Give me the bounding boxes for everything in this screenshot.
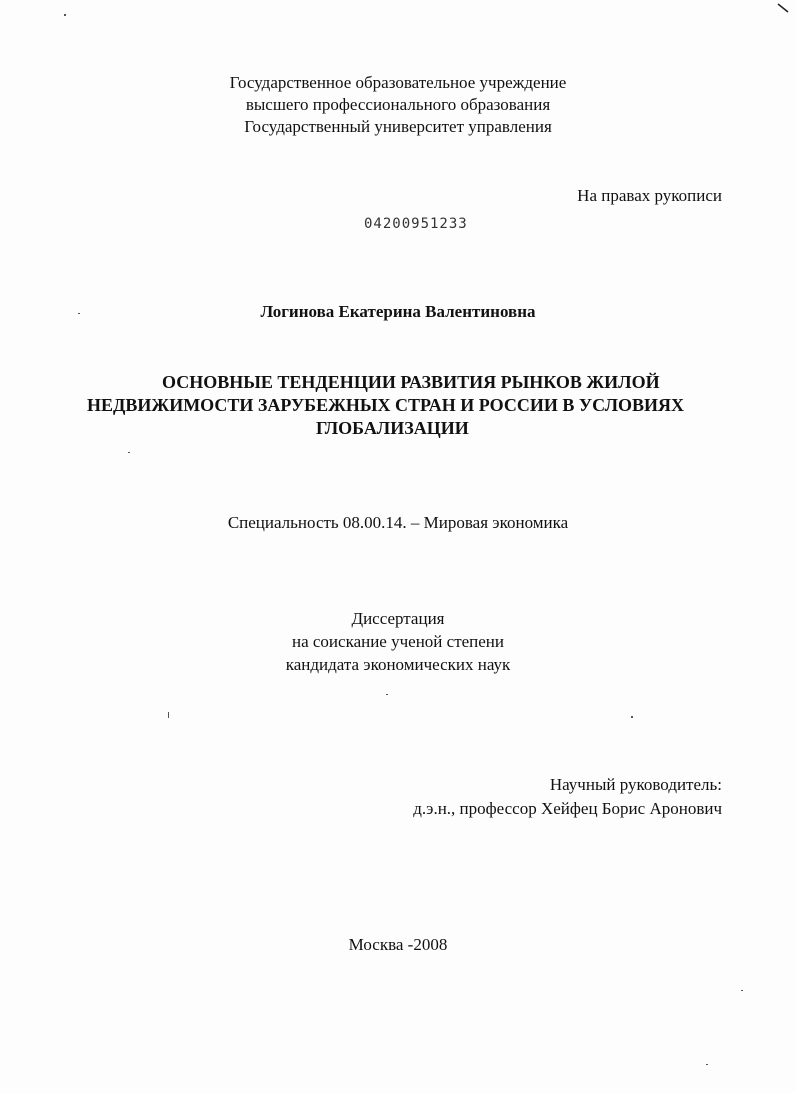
degree-line: Диссертация xyxy=(351,609,445,628)
scan-speck xyxy=(128,452,130,453)
supervisor-label: Научный руководитель: xyxy=(549,775,722,794)
institution-line: высшего профессионального образования xyxy=(245,95,551,114)
institution-line: Государственный университет управления xyxy=(244,117,552,136)
supervisor-block xyxy=(413,773,722,821)
degree-block xyxy=(0,607,796,676)
scan-speck xyxy=(64,14,66,16)
title-line: НЕДВИЖИМОСТИ ЗАРУБЕЖНЫХ СТРАН И РОССИИ В УСЛОВИЯХ xyxy=(87,395,685,415)
scan-speck xyxy=(168,712,169,718)
degree-line: на соискание ученой степени xyxy=(291,632,505,651)
rights-note: На правах рукописи xyxy=(577,186,722,205)
scan-speck xyxy=(78,313,80,314)
scan-speck xyxy=(631,716,633,718)
scan-mark xyxy=(776,2,792,14)
speciality: Специальность 08.00.14. – Мировая экономика xyxy=(227,513,569,532)
scan-speck xyxy=(386,694,388,695)
stamp-number: 04200951233 xyxy=(364,216,468,232)
degree-line: кандидата экономических наук xyxy=(285,655,511,674)
supervisor-name: д.э.н., профессор Хейфец Борис Аронович xyxy=(413,799,722,818)
institution-line: Государственное образовательное учреждение xyxy=(229,73,567,92)
scan-speck xyxy=(741,990,743,991)
author-name: Логинова Екатерина Валентиновна xyxy=(260,302,536,321)
city-year: Москва -2008 xyxy=(348,935,448,954)
title-line: ОСНОВНЫЕ ТЕНДЕНЦИИ РАЗВИТИЯ РЫНКОВ ЖИЛОЙ xyxy=(162,372,660,392)
institution-header xyxy=(0,72,796,138)
scan-speck xyxy=(706,1064,708,1065)
title-line: ГЛОБАЛИЗАЦИИ xyxy=(316,418,469,438)
